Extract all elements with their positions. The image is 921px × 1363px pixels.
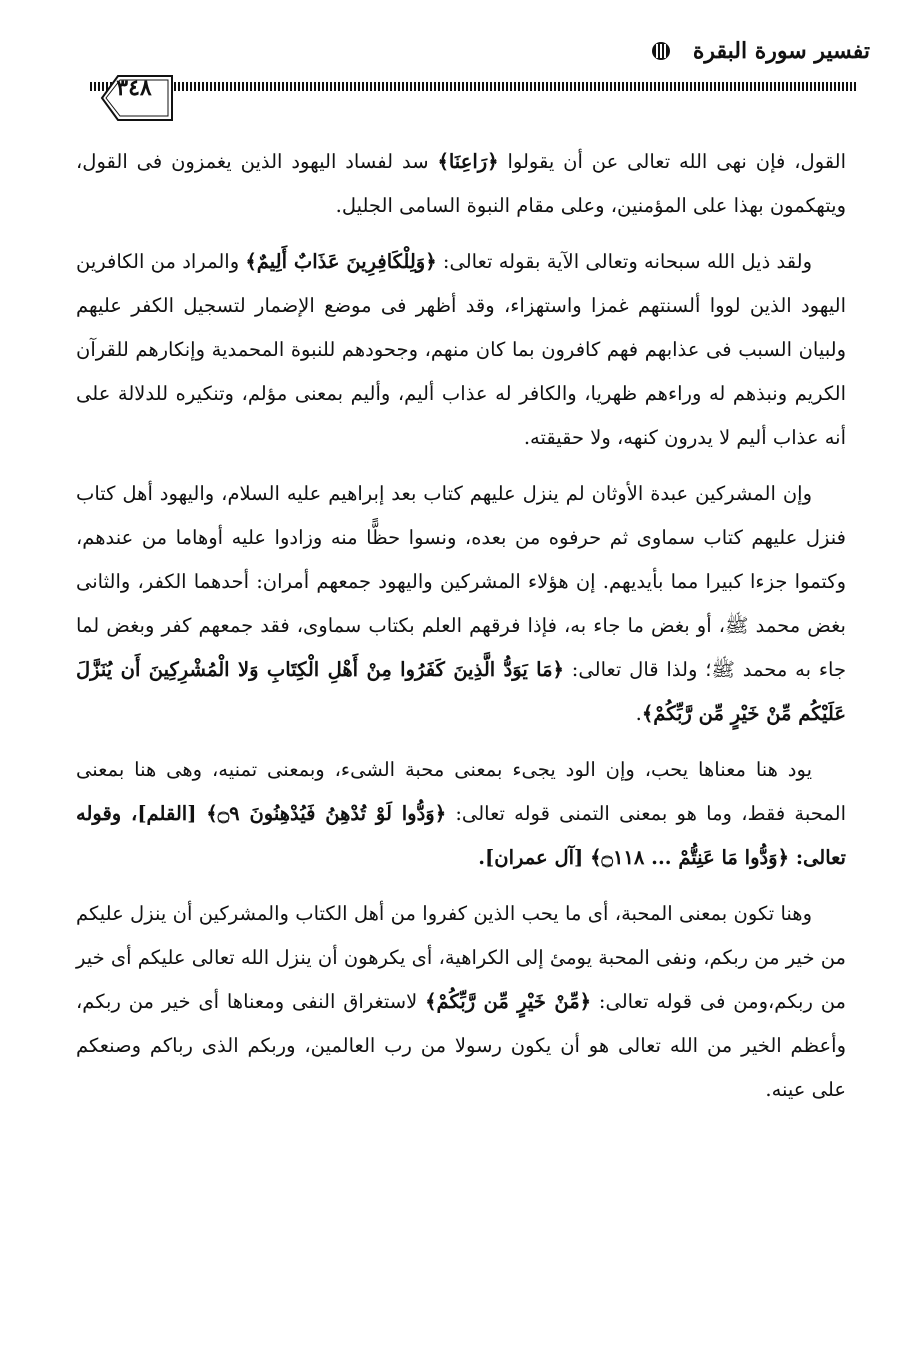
page-body xyxy=(76,140,846,1112)
text-run: لاستغراق النفى ومعناها أى خير من ربكم، وأعظم الخير من الله تعالى هو أن يكون رسولا من رب العالمين، وربكم الذى رباكم وصنعكم على عينه. xyxy=(76,990,846,1101)
surah-reference: [القلم]، وقوله تعالى: xyxy=(76,802,846,869)
quran-quote: ﴿وَدُّوا مَا عَنِتُّمْ ... ۝١١٨﴾ xyxy=(590,846,790,869)
paragraph-2 xyxy=(76,240,846,460)
quran-quote: ﴿وَدُّوا لَوْ تُدْهِنُ فَيُدْهِنُونَ ۝٩﴾ xyxy=(206,802,447,825)
quran-quote: ﴿مِّنْ خَيْرٍ مِّن رَّبِّكُمْ﴾ xyxy=(425,990,592,1013)
header-rule xyxy=(90,82,858,91)
running-title: تفسير سورة البقرة xyxy=(692,38,870,64)
paragraph-3 xyxy=(76,472,846,736)
text-run: القول، فإن نهى الله تعالى عن أن يقولوا xyxy=(498,150,846,173)
quran-quote: ﴿وَلِلْكَافِرِينَ عَذَابٌ أَلِيمٌ﴾ xyxy=(245,250,437,273)
paragraph-1 xyxy=(76,140,846,228)
page-header xyxy=(80,30,870,130)
text-run: ولقد ذيل الله سبحانه وتعالى الآية بقوله تعالى: xyxy=(436,250,812,273)
text-run: . xyxy=(635,702,642,725)
surah-reference: [آل عمران]. xyxy=(478,846,591,869)
text-run: وهنا تكون بمعنى المحبة، أى ما يحب الذين كفروا من أهل الكتاب والمشركين أن ينزل عليكم من خير من ربكم، ونفى المحبة يومئ إلى الكراهية، أى يكرهون أن ينزل الله تعالى عليكم أى خير من ربكم،ومن فى قوله تعالى: xyxy=(76,902,847,1013)
text-run: يود هنا معناها يحب، وإن الود يجىء بمعنى محبة الشىء، وبمعنى تمنيه، وهى هنا بمعنى المحبة فقط، وما هو بمعنى التمنى قوله تعالى: xyxy=(76,758,846,825)
text-run: سد لفساد اليهود الذين يغمزون فى القول، ويتهكمون بهذا على المؤمنين، وعلى مقام النبوة السامى الجليل. xyxy=(76,150,846,217)
text-run: والمراد من الكافرين اليهود الذين لووا ألسنتهم غمزا واستهزاء، وقد أظهر فى موضع الإضمار لتسجيل الكفر عليهم ولبيان السبب فى عذابهم فهم كافرون بما كان منهم، وجحودهم للنبوة المحمدية وإنكارهم للقرآن الكريم ونبذهم له وراءهم ظهريا، والكافر له عذاب أليم، وأليم بمعنى مؤلم، وتنكيره للدلالة على أنه عذاب أليم لا يدرون كنهه، ولا حقيقته. xyxy=(76,250,846,449)
quran-quote: ﴿رَاعِنَا﴾ xyxy=(437,150,499,173)
quran-quote: ﴿مَا يَوَدُّ الَّذِينَ كَفَرُوا مِنْ أَهْلِ الْكِتَابِ وَلا الْمُشْرِكِينَ أَن يُنَزَّلَ عَلَيْكُم مِّنْ خَيْرٍ مِّن رَّبِّكُمْ﴾ xyxy=(76,658,846,725)
text-run: وإن المشركين عبدة الأوثان لم ينزل عليهم كتاب بعد إبراهيم عليه السلام، واليهود أهل كتاب فنزل عليهم كتاب سماوى ثم حرفوه من بعده، ونسوا حظًّا منه وزادوا عليه أوهاما من عندهم، وكتموا جزءا كبيرا مما بأيديهم. إن هؤلاء المشركين واليهود جمعهم أمران: أحدهما الكفر، والثانى بغض محمد ﷺ، أو بغض ما جاء به، فإذا فرقهم العلم بكتاب سماوى، فقد جمعهم كفر وبغض لما جاء به محمد ﷺ؛ ولذا قال تعالى: xyxy=(76,482,846,681)
paragraph-4 xyxy=(76,748,846,880)
ornament-icon xyxy=(650,40,672,62)
paragraph-5 xyxy=(76,892,846,1112)
page-number: ٣٤٨ xyxy=(116,75,152,101)
